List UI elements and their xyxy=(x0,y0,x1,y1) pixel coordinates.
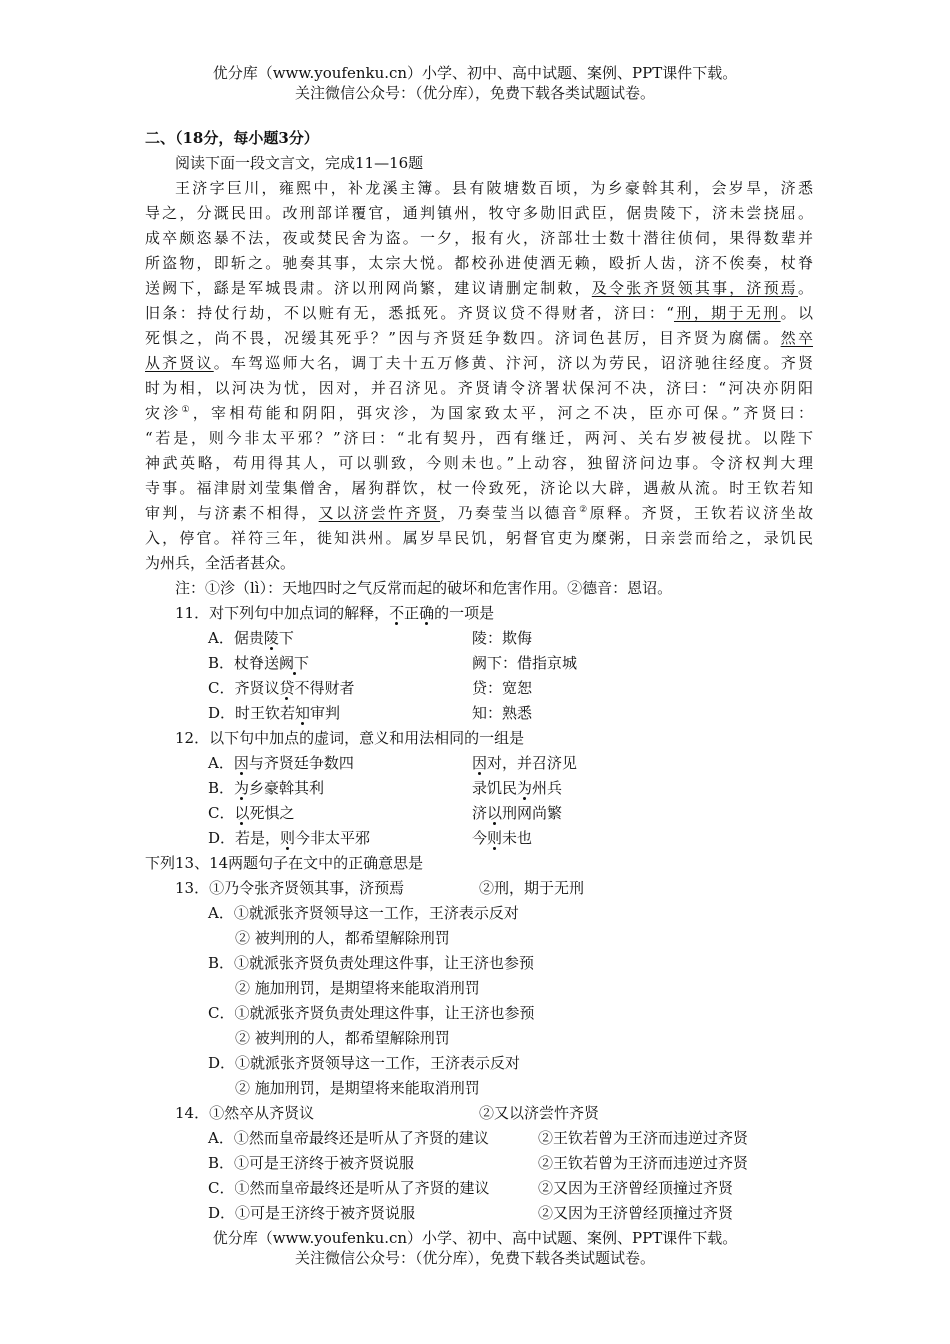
question-14-option-b xyxy=(145,1151,813,1176)
question-11-option-b xyxy=(145,651,813,676)
passage-text: 原释。齐贤，王钦若议济坐故 xyxy=(589,504,813,522)
dotted-word: 陵 xyxy=(263,629,279,647)
option-text: 今 xyxy=(472,829,488,847)
option-text: 录饥民 xyxy=(472,779,518,797)
passage-text: 。以 xyxy=(780,304,813,322)
passage-line xyxy=(145,301,813,326)
option-text: 济 xyxy=(472,804,488,822)
question-12-option-c xyxy=(145,801,813,826)
option-text: 死惧之 xyxy=(249,804,295,822)
passage-text: ，宰相苟能和阴阳，弭灾沴，为国家致太平，河之不决，臣亦可保。”齐贤曰： xyxy=(192,404,813,422)
option-text: D．时王钦若 xyxy=(208,704,296,722)
question-13-option-c-1: C．①就派张齐贤负责处理这件事，让王济也参预 xyxy=(208,1004,535,1022)
passage-line xyxy=(145,351,813,376)
option-text: A．①然而皇帝最终还是听从了齐贤的建议 xyxy=(208,1129,489,1147)
passage-text: 送阙下，繇是军城畏肃。济以刑网尚繁，建议请删定制敕， xyxy=(145,279,592,297)
option-text: D．①可是王济终于被齐贤说服 xyxy=(208,1204,416,1222)
question-13-option-b-2: ② 施加刑罚，是期望将来能取消刑罚 xyxy=(235,979,480,997)
passage-text: 死惧之，尚不畏，况缓其死乎？”因与齐贤廷争数四。济词色甚厉，目齐贤为腐儒。 xyxy=(145,329,781,347)
footer-line-1: 优分库（www.youfenku.cn）小学、初中、高中试题、案例、PPT课件下载。 xyxy=(212,1229,738,1247)
footer xyxy=(0,1228,950,1268)
stem-text: 11．对下列句中加点词的解释， xyxy=(175,604,390,622)
footnote-mark: ① xyxy=(181,405,193,415)
option-text: C．①然而皇帝最终还是听从了齐贤的建议 xyxy=(208,1179,490,1197)
footer-line-2: 关注微信公众号：（优分库），免费下载各类试题试卷。 xyxy=(294,1249,655,1267)
passage-line: 为州兵，全活者甚众。 xyxy=(145,554,296,572)
passage-line: 时为相，以河决为忧，因对，并召济见。齐贤请令济署状保河不决，济曰：“河决亦阴阳 xyxy=(145,379,813,397)
option-text: A． xyxy=(208,754,234,772)
section-instruction: 阅读下面一段文言文，完成11—16题 xyxy=(175,154,424,172)
option-text: 审判 xyxy=(310,704,341,722)
question-13-option-d-1: D．①就派张齐贤领导这一工作，王济表示反对 xyxy=(208,1054,521,1072)
question-11-stem xyxy=(145,601,813,626)
underlined-phrase: 刑，期于无刑 xyxy=(673,304,781,322)
option-text: C． xyxy=(208,804,235,822)
question-11-option-d xyxy=(145,701,813,726)
passage-text: 。车驾巡师大名，调丁夫十五万修黄、汴河，济以为劳民，诏济驰往经度。齐贤 xyxy=(213,354,813,372)
passage-line: 神武英略，苟用得其人，可以驯致，今则未也。”上动容，独留济问边事。令济权判大理 xyxy=(145,454,813,472)
passage-line: 导之，分溉民田。改刑部详覆官，通判镇州，牧守多勋旧武臣，倨贵陵下，济未尝挠屈。 xyxy=(145,204,813,222)
option-text: ②又因为王济曾经顶撞过齐贤 xyxy=(538,1179,734,1197)
passage-line: 入，停官。祥符三年，徙知洪州。属岁旱民饥，躬督官吏为糜粥，日亲尝而给之，录饥民 xyxy=(145,529,813,547)
question-12-option-a xyxy=(145,751,813,776)
option-text: A．倨贵 xyxy=(208,629,264,647)
option-text: D．若是， xyxy=(208,829,281,847)
question-12-option-d xyxy=(145,826,813,851)
question-12-stem: 12．以下句中加点的虚词，意义和用法相同的一组是 xyxy=(175,729,525,747)
question-13-option-a-2: ② 被判刑的人，都希望解除刑罚 xyxy=(235,929,450,947)
option-text: 下 xyxy=(278,629,294,647)
option-text: ②又因为王济曾经顶撞过齐贤 xyxy=(538,1204,734,1222)
header-line-2: 关注微信公众号：（优分库），免费下载各类试题试卷。 xyxy=(294,84,655,102)
question-13-stem xyxy=(145,876,813,901)
dotted-char: 以 xyxy=(234,804,250,822)
option-text: ②王钦若曾为王济而违逆过齐贤 xyxy=(538,1129,749,1147)
option-text: 今非太平邪 xyxy=(295,829,371,847)
dotted-char: 因 xyxy=(233,754,249,772)
option-text: ②王钦若曾为王济而违逆过齐贤 xyxy=(538,1154,749,1172)
underlined-phrase: 又以济尝忤齐贤 xyxy=(318,504,441,522)
question-13-option-c-2: ② 被判刑的人，都希望解除刑罚 xyxy=(235,1029,450,1047)
dotted-word: 阙下 xyxy=(279,654,310,672)
dotted-word: 知 xyxy=(295,704,311,722)
passage-text: 灾沴 xyxy=(145,404,182,422)
option-text: 不得财者 xyxy=(294,679,355,697)
dotted-char: 确 xyxy=(419,604,435,622)
underlined-phrase: 从齐贤议 xyxy=(145,354,214,372)
question-13-option-d-2: ② 施加刑罚，是期望将来能取消刑罚 xyxy=(235,1079,480,1097)
option-text: 与齐贤廷争数四 xyxy=(248,754,354,772)
passage-note: 注：①沴（lì）：天地四时之气反常而起的破坏和危害作用。②德音：恩诏。 xyxy=(175,579,673,597)
dotted-char: 以 xyxy=(487,804,503,822)
passage-text: ，乃奏莹当以德音 xyxy=(440,504,580,522)
passage-line xyxy=(145,501,813,526)
option-explanation: 阙下：借指京城 xyxy=(472,654,578,672)
option-text: 刑网尚繁 xyxy=(502,804,563,822)
question-11-option-c xyxy=(145,676,813,701)
option-text: 州兵 xyxy=(532,779,563,797)
stem-text: 的一项是 xyxy=(434,604,495,622)
passage-line: 所盗物，即斩之。驰奏其事，太宗大悦。都校孙进使酒无赖，殴折人齿，济不俟奏，杖脊 xyxy=(145,254,813,272)
dotted-char: 因 xyxy=(472,754,488,772)
stem-text: ②刑，期于无刑 xyxy=(479,879,585,897)
passage-line xyxy=(145,326,813,351)
underlined-phrase: 然卒 xyxy=(780,329,813,347)
question-14-option-d xyxy=(145,1201,813,1226)
question-14-option-a xyxy=(145,1126,813,1151)
passage-line xyxy=(145,276,813,301)
passage-text: 。 xyxy=(797,279,813,297)
option-text: 对，并召济见 xyxy=(487,754,578,772)
section-title: 二、（18分，每小题3分） xyxy=(145,129,319,147)
option-text: C．齐贤议 xyxy=(208,679,280,697)
passage-text: 旧条：持仗行劫，不以赃有无，悉抵死。齐贤议贷不得财者，济曰：“ xyxy=(145,304,674,322)
dotted-word: 贷 xyxy=(279,679,295,697)
dotted-char: 为 xyxy=(234,779,250,797)
stem-text: 13．①乃令张齐贤领其事，济预焉 xyxy=(175,879,405,897)
option-explanation: 陵：欺侮 xyxy=(472,629,533,647)
header xyxy=(0,63,950,103)
option-text: 乡豪斡其利 xyxy=(249,779,325,797)
option-text: 未也 xyxy=(502,829,533,847)
footnote-mark: ② xyxy=(579,505,590,515)
question-11-option-a xyxy=(145,626,813,651)
passage-line: 寺事。福津尉刘莹集僧舍，屠狗群饮，杖一伶致死，济论以大辟，遇赦从流。时王钦若知 xyxy=(145,479,813,497)
option-text: B．杖脊送 xyxy=(208,654,280,672)
option-explanation: 贷：宽恕 xyxy=(472,679,533,697)
dotted-char: 则 xyxy=(280,829,296,847)
question-14-option-c xyxy=(145,1176,813,1201)
passage-text: 审判，与济素不相得， xyxy=(145,504,319,522)
passage xyxy=(145,176,813,576)
dotted-char: 为 xyxy=(517,779,533,797)
stem-text: 14．①然卒从齐贤议 xyxy=(175,1104,315,1122)
stem-text: 正 xyxy=(404,604,420,622)
dotted-char: 则 xyxy=(487,829,503,847)
underlined-phrase: 及令张齐贤领其事，济预焉 xyxy=(591,279,798,297)
exam-body xyxy=(145,126,813,1226)
question-14-stem xyxy=(145,1101,813,1126)
stem-text: ②又以济尝忤齐贤 xyxy=(479,1104,600,1122)
passage-line: 王济字巨川，雍熙中，补龙溪主簿。县有陂塘数百顷，为乡豪斡其利，会岁旱，济悉 xyxy=(175,179,813,197)
header-line-1: 优分库（www.youfenku.cn）小学、初中、高中试题、案例、PPT课件下载。 xyxy=(212,64,738,82)
option-explanation: 知：熟悉 xyxy=(472,704,533,722)
passage-line: 成卒颇恣暴不法，夜或焚民舍为盗。一夕，报有火，济部壮士数十潜往侦伺，果得数辈并 xyxy=(145,229,813,247)
question-13-option-a-1: A．①就派张齐贤领导这一工作，王济表示反对 xyxy=(208,904,519,922)
dotted-char: 不 xyxy=(389,604,405,622)
option-text: B． xyxy=(208,779,235,797)
question-13-14-intro: 下列13、14两题句子在文中的正确意思是 xyxy=(145,854,424,872)
question-13-option-b-1: B．①就派张齐贤负责处理这件事，让王济也参预 xyxy=(208,954,535,972)
passage-line xyxy=(145,401,813,426)
passage-line: “若是，则今非太平邪？”济曰：“北有契丹，西有继迁，两河、关右岁被侵扰。以陛下 xyxy=(145,429,813,447)
option-text: B．①可是王济终于被齐贤说服 xyxy=(208,1154,415,1172)
question-12-option-b xyxy=(145,776,813,801)
